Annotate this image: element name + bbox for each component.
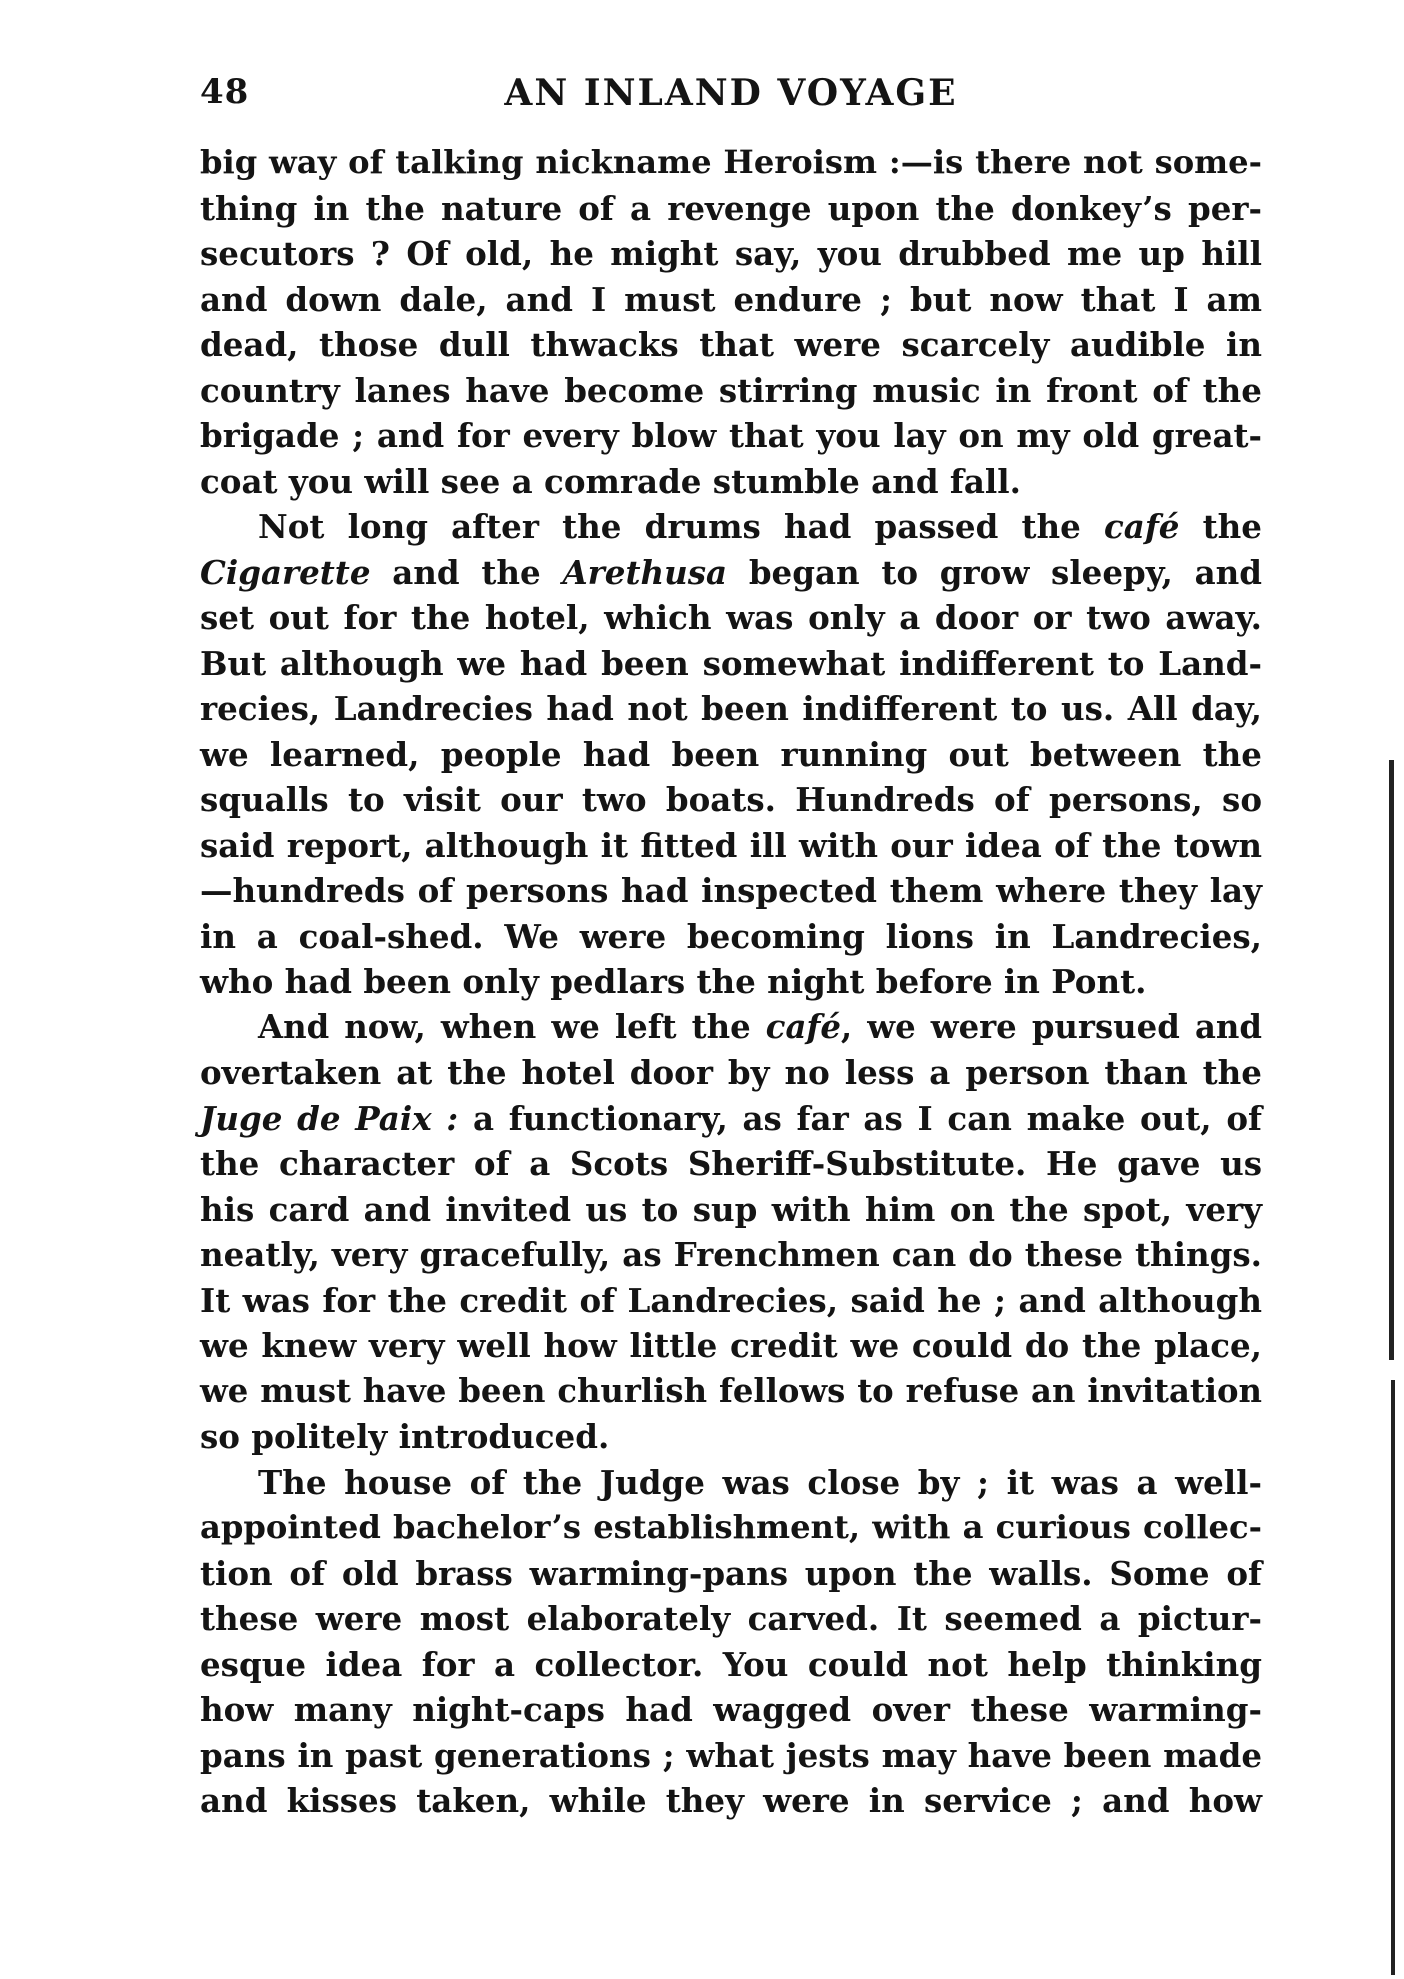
text-line: overtaken at the hotel door by no less a person than the [200, 1053, 1262, 1092]
text-line: country lanes have become stirring music in front of the [200, 370, 1262, 410]
text-line: appointed bachelor’s establishment, with a curious collec- [200, 1508, 1262, 1546]
text-line: tion of old brass warming-pans upon the walls. Some of [200, 1553, 1262, 1593]
text-line: who had been only pedlars the night before in Pont. [200, 962, 1147, 1001]
text-line: these were most elaborately carved. It seemed a pictur- [200, 1599, 1262, 1638]
text-line: Cigarette and the Arethusa began to grow sleepy, and [200, 552, 1262, 592]
text-line: in a coal-shed. We were becoming lions in Landrecies, [200, 916, 1262, 956]
text-line: secutors ? Of old, he might say, you drubbed me up hill [200, 234, 1262, 273]
page-header [200, 72, 1262, 124]
text-line: The house of the Judge was close by ; it was a well- [258, 1462, 1262, 1502]
text-line: said report, although it fitted ill with our idea of the town [200, 825, 1262, 865]
text-line: Juge de Paix : a functionary, as far as I can make out, of [200, 1098, 1262, 1138]
text-line: and kisses taken, while they were in service ; and how [200, 1781, 1262, 1820]
body-text [200, 140, 1262, 1824]
text-line: how many night-caps had wagged over these warming- [200, 1690, 1262, 1729]
text-line: we learned, people had been running out between the [200, 734, 1262, 774]
text-line: brigade ; and for every blow that you lay on my old great- [200, 416, 1262, 455]
text-line: dead, those dull thwacks that were scarcely audible in [200, 325, 1262, 364]
text-line: we knew very well how little credit we could do the place, [200, 1326, 1262, 1365]
paragraph-4 [200, 1460, 1262, 1824]
paragraph-1 [200, 140, 1262, 504]
text-line: And now, when we left the café, we were pursued and [258, 1007, 1262, 1046]
text-line: his card and invited us to sup with him on the spot, very [200, 1189, 1262, 1229]
text-line: the character of a Scots Sheriff-Substitute. He gave us [200, 1144, 1262, 1183]
text-line: set out for the hotel, which was only a door or two away. [200, 598, 1262, 637]
text-line: thing in the nature of a revenge upon the donkey’s per- [200, 188, 1262, 228]
paragraph-3 [200, 1005, 1262, 1460]
text-line: we must have been churlish fellows to refuse an invitation [200, 1371, 1262, 1410]
paragraph-2 [200, 504, 1262, 1005]
text-line: squalls to visit our two boats. Hundreds of persons, so [200, 780, 1262, 819]
text-line: recies, Landrecies had not been indifferent to us. All day, [200, 689, 1262, 728]
text-line: But although we had been somewhat indifferent to Land- [200, 643, 1262, 683]
text-line: coat you will see a comrade stumble and fall. [200, 461, 1021, 501]
text-line: —hundreds of persons had inspected them where they lay [200, 871, 1262, 910]
page-number: 48 [200, 72, 250, 112]
text-line: pans in past generations ; what jests may have been made [200, 1735, 1262, 1775]
text-line: so politely introduced. [200, 1417, 610, 1456]
text-line: It was for the credit of Landrecies, said he ; and although [200, 1280, 1262, 1320]
page-edge-mark [1389, 760, 1394, 1360]
running-title: AN INLAND VOYAGE [504, 72, 958, 114]
text-line: esque idea for a collector. You could not help thinking [200, 1644, 1262, 1684]
text-line: big way of talking nickname Heroism :—is there not some- [200, 143, 1262, 181]
text-line: and down dale, and I must endure ; but now that I am [200, 279, 1262, 319]
text-line: Not long after the drums had passed the café the [258, 507, 1262, 546]
text-line: neatly, very gracefully, as Frenchmen can do these things. [200, 1235, 1262, 1274]
page-edge-mark [1391, 1380, 1395, 1975]
